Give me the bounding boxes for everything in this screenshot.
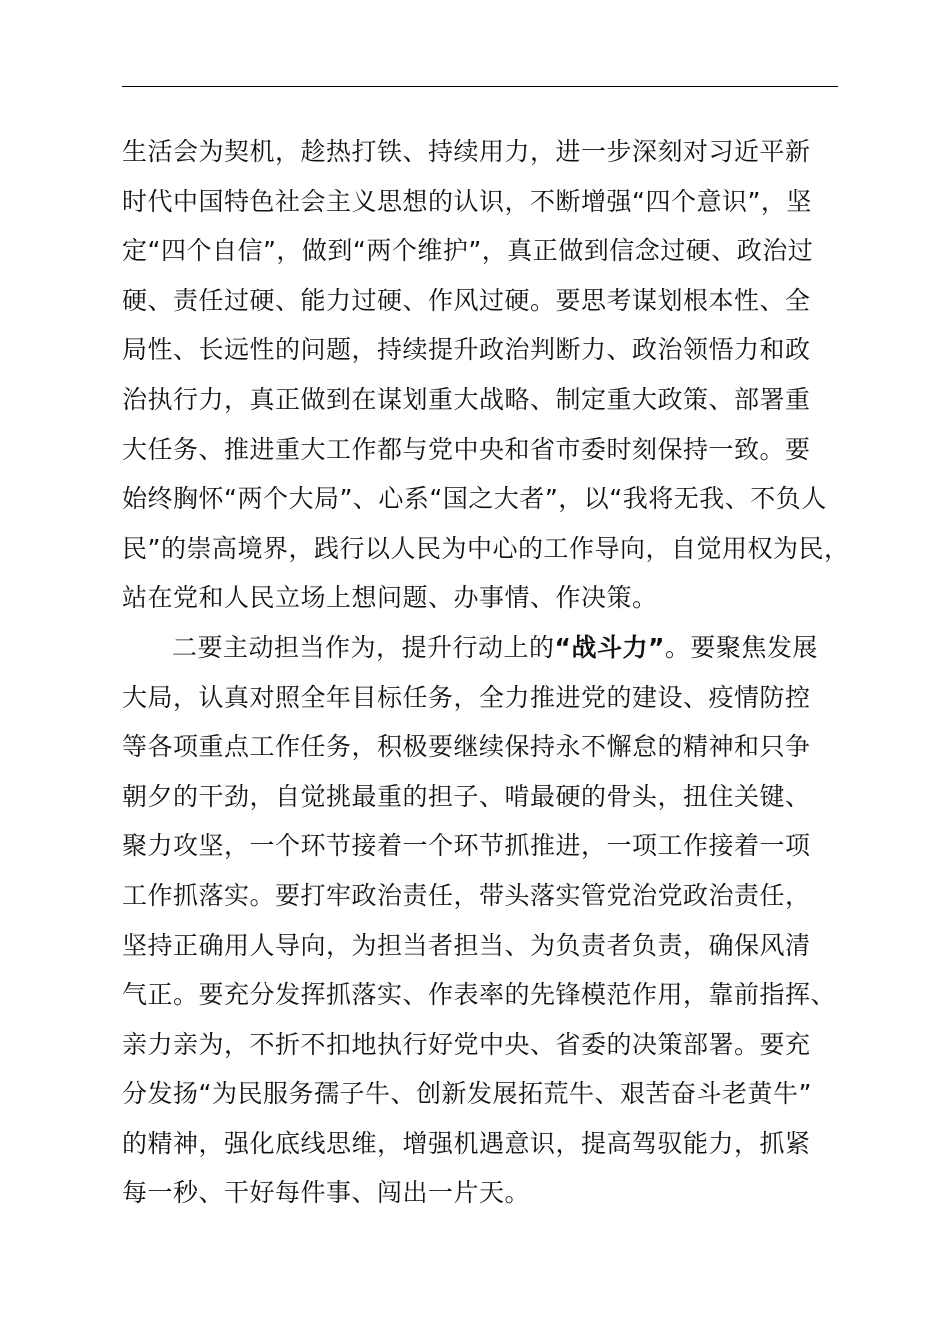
emphasis-text: “战斗力” — [554, 632, 665, 662]
paragraph-line: 始终胸怀“两个大局”、心系“国之大者”，以“我将无我、不负人 — [122, 484, 827, 514]
paragraph-line: 大任务、推进重大工作都与党中央和省市委时刻保持一致。要 — [122, 434, 811, 464]
paragraph-line: 时代中国特色社会主义思想的认识，不断增强“四个意识”，坚 — [122, 186, 812, 216]
paragraph-line: 分发扬“为民服务孺子牛、创新发展拓荒牛、艰苦奋斗老黄牛” — [122, 1079, 812, 1109]
paragraph-first-line — [122, 623, 862, 673]
paragraph-line: 的精神，强化底线思维，增强机遇意识，提高驾驭能力，抓紧 — [122, 1128, 811, 1158]
paragraph-line: 局性、长远性的问题，持续提升政治判断力、政治领悟力和政 — [122, 335, 811, 365]
paragraph-line: 硬、责任过硬、能力过硬、作风过硬。要思考谋划根本性、全 — [122, 285, 811, 315]
paragraph-line: 坚持正确用人导向，为担当者担当、为负责者负责，确保风清 — [122, 930, 811, 960]
paragraph-line: 生活会为契机，趁热打铁、持续用力，进一步深刻对习近平新 — [122, 137, 811, 166]
paragraph-line: 大局，认真对照全年目标任务，全力推进党的建设、疫情防控 — [122, 682, 811, 712]
paragraph-line: 亲力亲为，不折不扣地执行好党中央、省委的决策部署。要充 — [122, 1029, 811, 1059]
paragraph-line: 站在党和人民立场上想问题、办事情、作决策。 — [122, 583, 658, 613]
paragraph-line: 等各项重点工作任务，积极要继续保持永不懈怠的精神和只争 — [122, 732, 811, 762]
paragraph-line: 定“四个自信”，做到“两个维护”，真正做到信念过硬、政治过 — [122, 236, 814, 266]
paragraph-1 — [122, 127, 862, 623]
paragraph-line: 工作抓落实。要打牢政治责任，带头落实管党治党政治责任， — [122, 880, 811, 910]
paragraph-line: 治执行力，真正做到在谋划重大战略、制定重大政策、部署重 — [122, 384, 811, 414]
paragraph-line: 气正。要充分发挥抓落实、作表率的先锋模范作用，靠前指挥、 — [122, 980, 837, 1010]
header-rule — [122, 86, 838, 87]
paragraph-line: 朝夕的干劲，自觉挑最重的担子、啃最硬的骨头，扭住关键、 — [122, 781, 811, 811]
lead-text: 二要主动担当作为，提升行动上的 — [172, 632, 555, 662]
paragraph-line: 民”的崇高境界，践行以人民为中心的工作导向，自觉用权为民， — [122, 533, 850, 563]
paragraph-line: 每一秒、干好每件事、闯出一片天。 — [122, 1178, 531, 1208]
paragraph-line: 聚力攻坚，一个环节接着一个环节抓推进，一项工作接着一项 — [122, 831, 811, 861]
trail-text: 。要聚焦发展 — [664, 632, 818, 662]
paragraph-2 — [122, 623, 862, 1218]
document-body — [122, 127, 862, 1218]
